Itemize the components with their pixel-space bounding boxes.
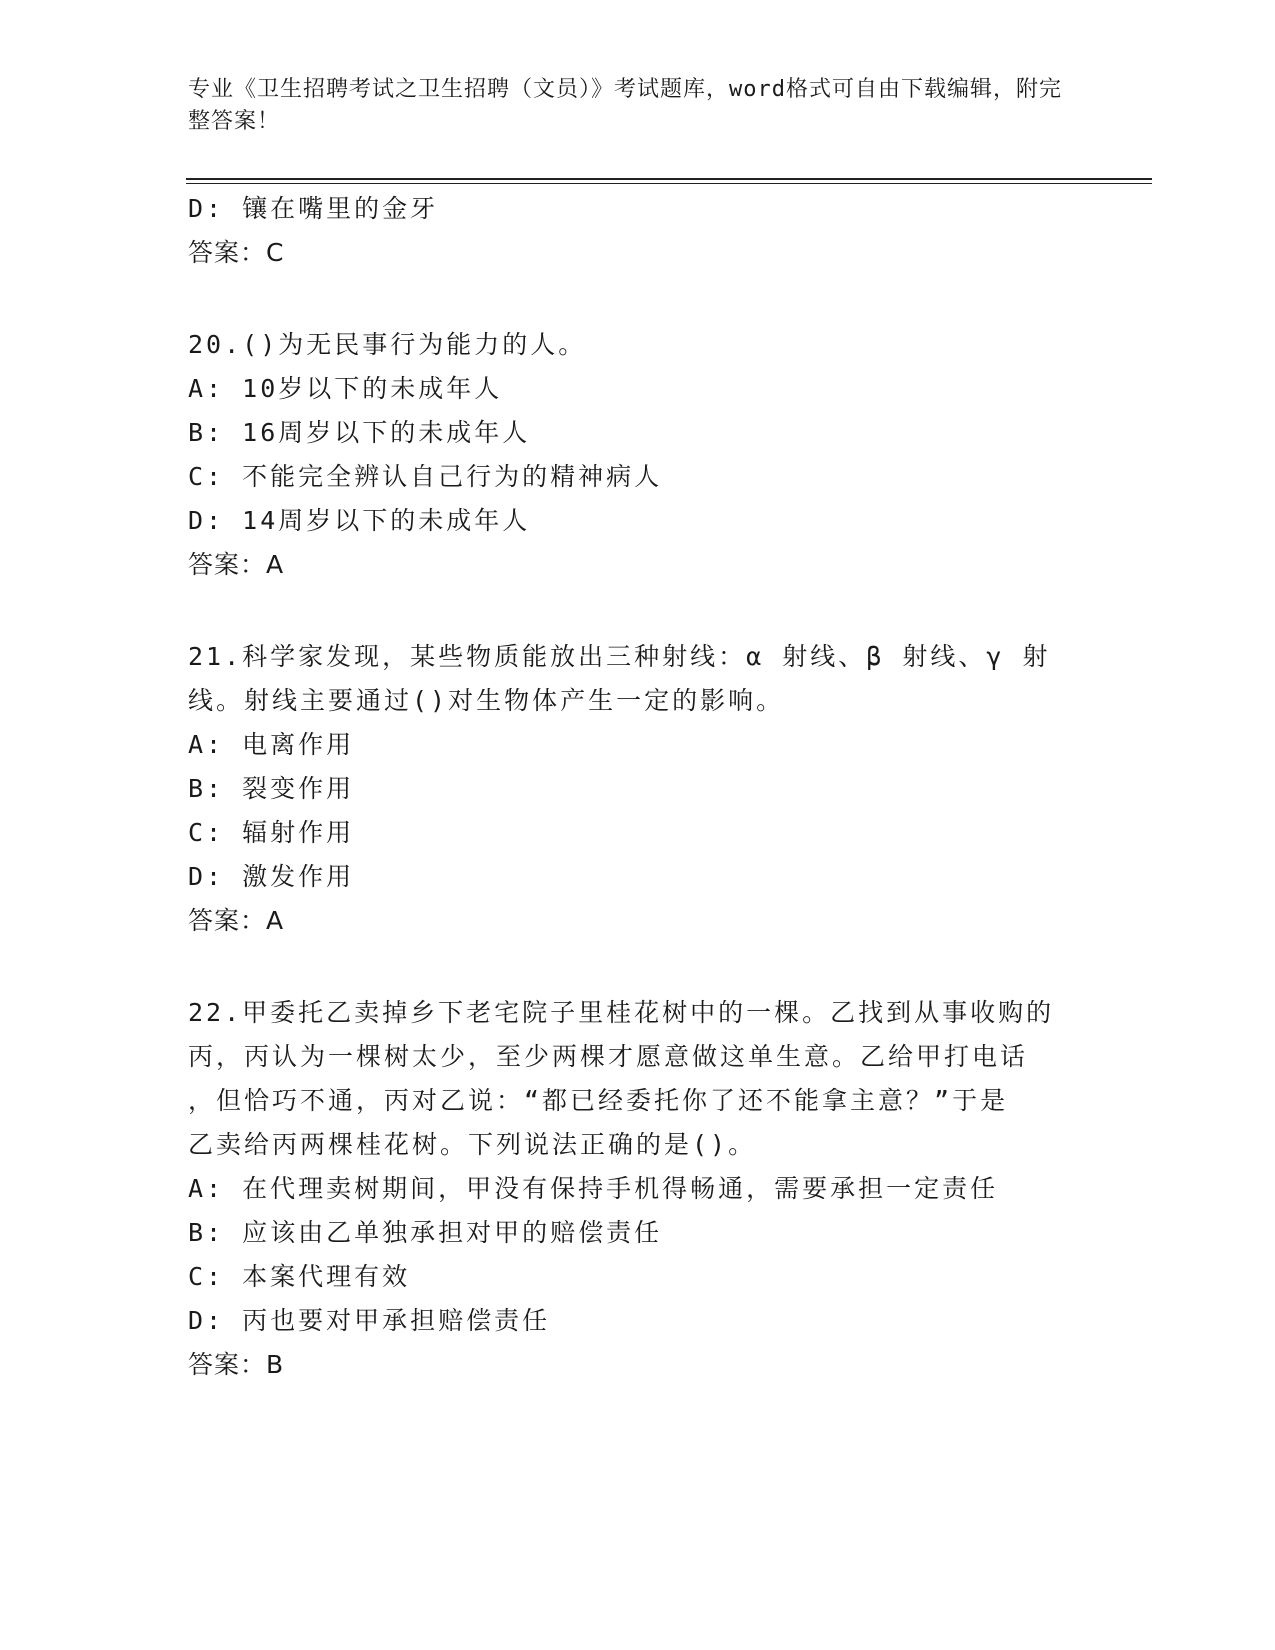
question-21-option-a: A: 电离作用: [188, 730, 355, 759]
question-22-option-a: A: 在代理卖树期间，甲没有保持手机得畅通，需要承担一定责任: [188, 1174, 999, 1203]
question-20-option-d: D: 14周岁以下的未成年人: [188, 506, 531, 535]
header-divider: [186, 178, 1152, 180]
question-20-stem: 20.()为无民事行为能力的人。: [188, 330, 587, 359]
question-22-stem-line-2: 丙，丙认为一棵树太少，至少两棵才愿意做这单生意。乙给甲打电话: [188, 1042, 1029, 1071]
document-header: 专业《卫生招聘考试之卫生招聘（文员）》考试题库，word格式可自由下载编辑，附完整答案！: [188, 77, 1062, 134]
question-22-option-b: B: 应该由乙单独承担对甲的赔偿责任: [188, 1218, 663, 1247]
question-20-answer: 答案：A: [188, 550, 285, 579]
header-divider-thin: [186, 183, 1152, 184]
answer: 答案：C: [188, 238, 285, 267]
question-22-answer: 答案：B: [188, 1350, 285, 1379]
question-20-option-c: C: 不能完全辨认自己行为的精神病人: [188, 462, 663, 491]
option-d: D: 镶在嘴里的金牙: [188, 194, 439, 223]
question-21-option-d: D: 激发作用: [188, 862, 355, 891]
question-22-stem-line-4: 乙卖给丙两棵桂花树。下列说法正确的是()。: [188, 1130, 757, 1159]
question-22-stem-line-1: 22.甲委托乙卖掉乡下老宅院子里桂花树中的一棵。乙找到从事收购的: [188, 998, 1055, 1027]
question-21-option-b: B: 裂变作用: [188, 774, 355, 803]
question-22-option-c: C: 本案代理有效: [188, 1262, 411, 1291]
question-21-option-c: C: 辐射作用: [188, 818, 355, 847]
question-22-stem-line-3: ，但恰巧不通，丙对乙说：“都已经委托你了还不能拿主意？”于是: [188, 1086, 1009, 1115]
question-21-answer: 答案：A: [188, 906, 285, 935]
question-22-option-d: D: 丙也要对甲承担赔偿责任: [188, 1306, 551, 1335]
question-20-option-b: B: 16周岁以下的未成年人: [188, 418, 531, 447]
question-20-option-a: A: 10岁以下的未成年人: [188, 374, 503, 403]
question-21-stem-line-2: 线。射线主要通过()对生物体产生一定的影响。: [188, 686, 785, 715]
question-21-stem-line-1: 21.科学家发现，某些物质能放出三种射线：α 射线、β 射线、γ 射: [188, 642, 1051, 671]
